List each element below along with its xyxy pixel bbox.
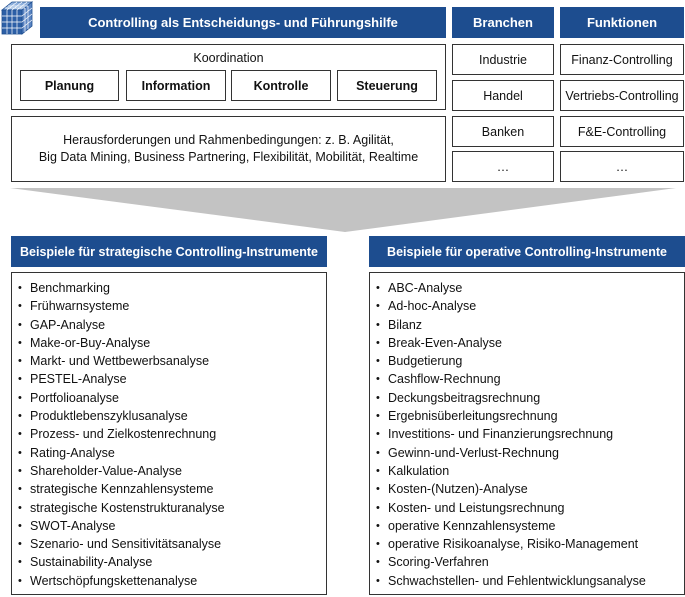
operative-list-item: • Schwachstellen- und Fehlentwicklungsanalyse	[370, 572, 684, 590]
information-box: Information	[126, 70, 226, 101]
strategic-list-item: • Wertschöpfungskettenanalyse	[12, 572, 326, 590]
operative-list-item: • Budgetierung	[370, 352, 684, 370]
operative-list-item: • Scoring-Verfahren	[370, 553, 684, 571]
strategic-list-item: • strategische Kennzahlensysteme	[12, 480, 326, 498]
strategic-list-item: • Prozess- und Zielkostenrechnung	[12, 425, 326, 443]
operative-list-item: • Gewinn-und-Verlust-Rechnung	[370, 444, 684, 462]
operative-header: Beispiele für operative Controlling-Instrumente	[369, 236, 685, 267]
branchen-header: Branchen	[452, 7, 554, 38]
operative-list-item: • Cashflow-Rechnung	[370, 370, 684, 388]
operative-list-item: • operative Risikoanalyse, Risiko-Management	[370, 535, 684, 553]
operative-list-item: • Kosten-(Nutzen)-Analyse	[370, 480, 684, 498]
strategic-list-box	[11, 272, 327, 595]
operative-list-item: • operative Kennzahlensysteme	[370, 517, 684, 535]
strategic-list-item: • Frühwarnsysteme	[12, 297, 326, 315]
operative-list-item: • Bilanz	[370, 316, 684, 334]
herausforderungen-line1: Herausforderungen und Rahmenbedingungen: z. B. Agilität,	[63, 133, 394, 147]
operative-list-item: • Kalkulation	[370, 462, 684, 480]
funktionen-header: Funktionen	[560, 7, 684, 38]
funktion-more: …	[560, 151, 684, 182]
branche-handel: Handel	[452, 80, 554, 111]
funktion-fue: F&E-Controlling	[560, 116, 684, 147]
strategic-list-item: • Markt- und Wettbewerbsanalyse	[12, 352, 326, 370]
operative-list-item: • Ergebnisüberleitungsrechnung	[370, 407, 684, 425]
planung-box: Planung	[20, 70, 119, 101]
strategic-list-item: • Make-or-Buy-Analyse	[12, 334, 326, 352]
steuerung-box: Steuerung	[337, 70, 437, 101]
strategic-list-item: • SWOT-Analyse	[12, 517, 326, 535]
strategic-list-item: • Shareholder-Value-Analyse	[12, 462, 326, 480]
strategic-list-item: • Sustainability-Analyse	[12, 553, 326, 571]
strategic-list-item: • GAP-Analyse	[12, 316, 326, 334]
kontrolle-box: Kontrolle	[231, 70, 331, 101]
koordination-label: Koordination	[193, 51, 264, 65]
operative-list-item: • Break-Even-Analyse	[370, 334, 684, 352]
main-title: Controlling als Entscheidungs- und Führungshilfe	[40, 7, 446, 38]
operative-list	[370, 273, 684, 590]
operative-list-item: • Investitions- und Finanzierungsrechnung	[370, 425, 684, 443]
branche-banken: Banken	[452, 116, 554, 147]
branche-industrie: Industrie	[452, 44, 554, 75]
funktion-vertrieb: Vertriebs-Controlling	[560, 80, 684, 111]
strategic-list-item: • Benchmarking	[12, 279, 326, 297]
strategic-list-item: • Portfolioanalyse	[12, 389, 326, 407]
operative-list-item: • Deckungsbeitragsrechnung	[370, 389, 684, 407]
strategic-list-item: • Rating-Analyse	[12, 444, 326, 462]
operative-list-item: • Kosten- und Leistungsrechnung	[370, 499, 684, 517]
strategic-list-item: • Produktlebenszyklusanalyse	[12, 407, 326, 425]
operative-list-box	[369, 272, 685, 595]
operative-list-item: • ABC-Analyse	[370, 279, 684, 297]
branche-more: …	[452, 151, 554, 182]
cube-grid-icon	[0, 0, 34, 36]
strategic-list-item: • Szenario- und Sensitivitätsanalyse	[12, 535, 326, 553]
strategic-list-item: • strategische Kostenstrukturanalyse	[12, 499, 326, 517]
operative-list-item: • Ad-hoc-Analyse	[370, 297, 684, 315]
funnel-shape	[0, 186, 685, 234]
strategic-list	[12, 273, 326, 590]
herausforderungen-line2: Big Data Mining, Business Partnering, Flexibilität, Mobilität, Realtime	[38, 150, 419, 164]
herausforderungen-box	[11, 116, 446, 182]
strategic-list-item: • PESTEL-Analyse	[12, 370, 326, 388]
strategic-header: Beispiele für strategische Controlling-Instrumente	[11, 236, 327, 267]
funktion-finanz: Finanz-Controlling	[560, 44, 684, 75]
